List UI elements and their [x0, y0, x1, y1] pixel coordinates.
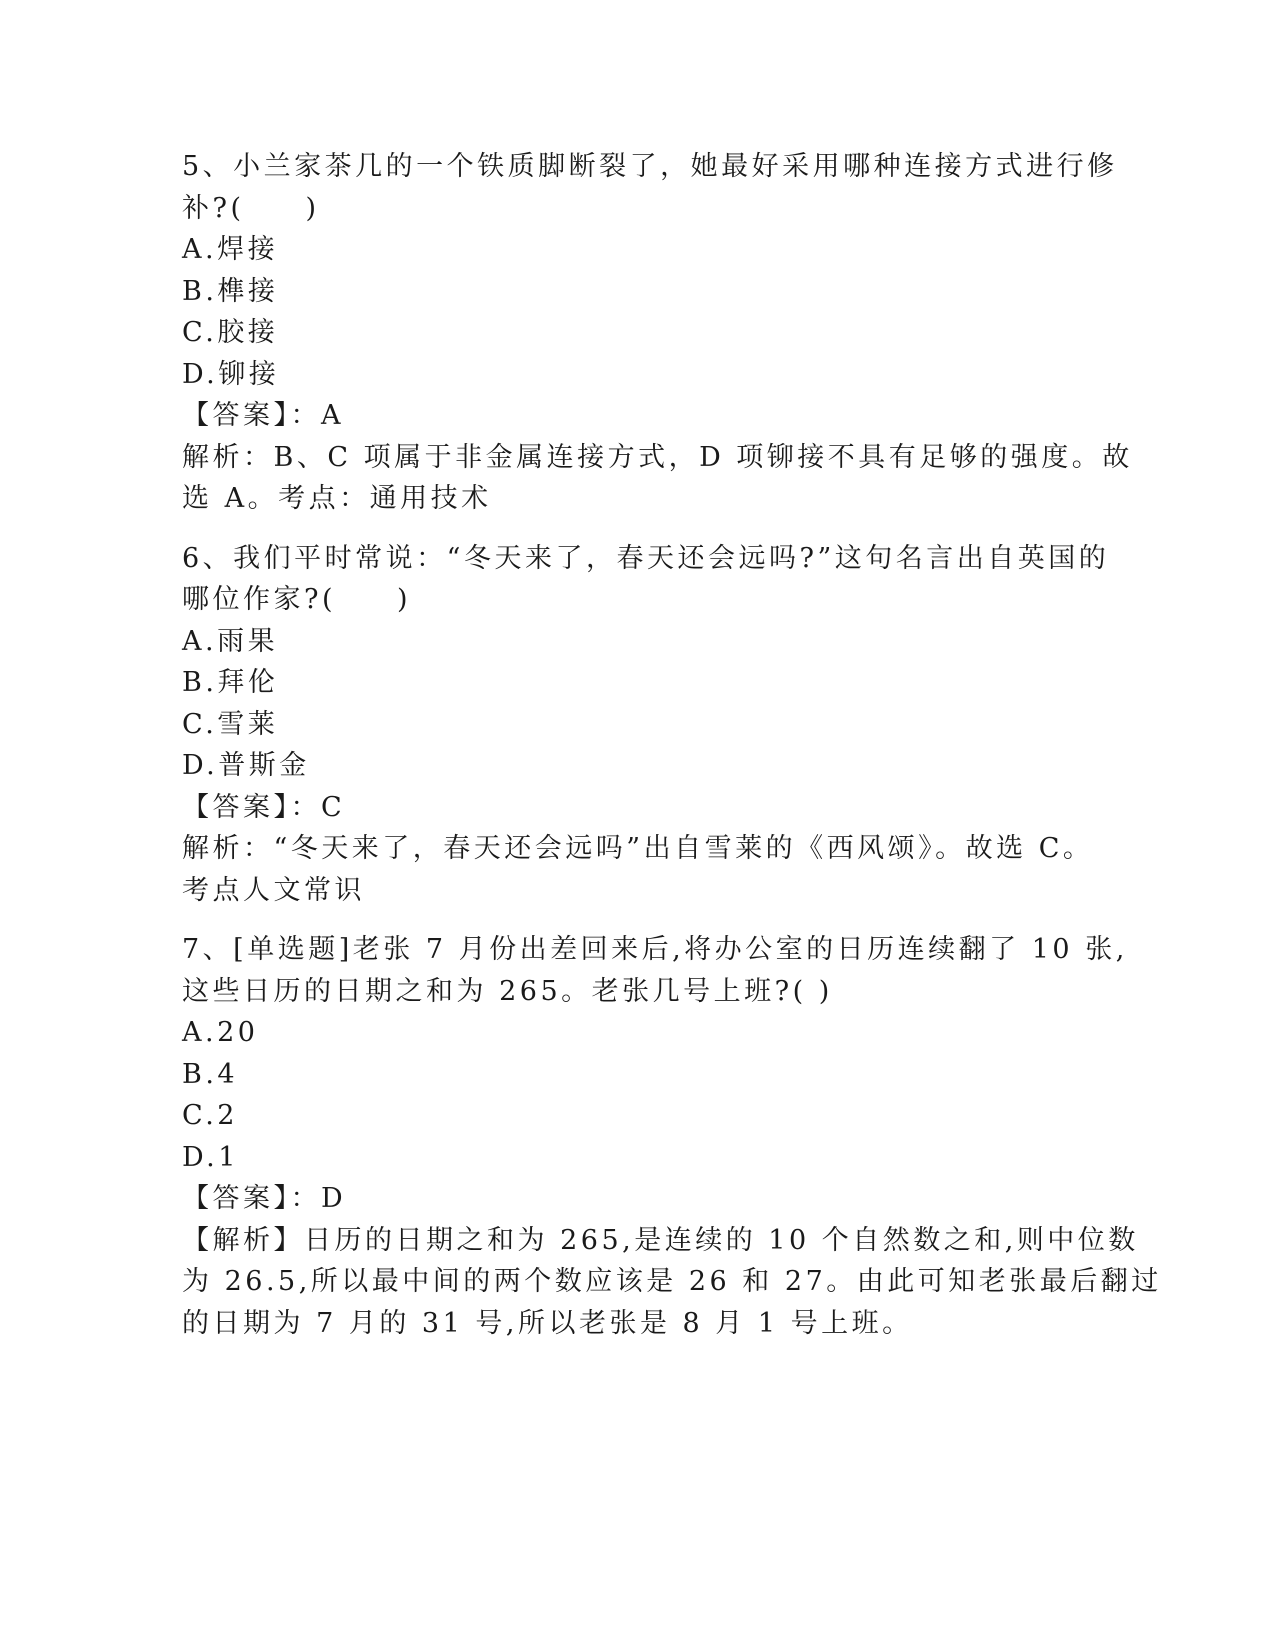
question-block: [182, 538, 1110, 912]
option-c: C.2: [182, 1100, 238, 1131]
question-block: [182, 146, 1133, 520]
question-stem-line: 补?( ): [182, 192, 320, 224]
question-stem-line: 这些日历的日期之和为 265。老张几号上班?( ): [182, 975, 833, 1007]
option-b: B.榫接: [182, 275, 279, 307]
explanation-line: 【解析】日历的日期之和为 265,是连续的 10 个自然数之和,则中位数: [182, 1224, 1139, 1256]
answer-line: 【答案】：D: [182, 1183, 347, 1214]
answer-line: 【答案】：A: [182, 400, 344, 431]
answer-line: 【答案】：C: [182, 791, 346, 823]
explanation-line: 选 A。考点：通用技术: [182, 483, 492, 514]
question-stem-line: 7、[单选题]老张 7 月份出差回来后,将办公室的日历连续翻了 10 张,: [182, 934, 1128, 965]
option-c: C.胶接: [182, 317, 279, 348]
option-d: D.普斯金: [182, 750, 310, 781]
question-stem-line: 6、我们平时常说：“冬天来了，春天还会远吗?”这句名言出自英国的: [182, 542, 1110, 574]
question-stem-line: 5、小兰家茶几的一个铁质脚断裂了，她最好采用哪种连接方式进行修: [182, 151, 1118, 182]
explanation-line: 解析：“冬天来了，春天还会远吗”出自雪莱的《西风颂》。故选 C。: [182, 833, 1094, 864]
explanation-line: 的日期为 7 月的 31 号,所以老张是 8 月 1 号上班。: [182, 1307, 913, 1339]
option-d: D.铆接: [182, 358, 280, 390]
option-d: D.1: [182, 1141, 239, 1173]
explanation-line: 考点人文常识: [182, 874, 365, 906]
explanation-line: 为 26.5,所以最中间的两个数应该是 26 和 27。由此可知老张最后翻过: [182, 1266, 1162, 1297]
option-a: A.20: [182, 1017, 259, 1048]
document-page: [182, 146, 1162, 1362]
option-a: A.雨果: [182, 625, 279, 657]
option-c: C.雪莱: [182, 708, 279, 740]
option-b: B.拜伦: [182, 667, 279, 698]
explanation-line: 解析：B、C 项属于非金属连接方式，D 项铆接不具有足够的强度。故: [182, 441, 1133, 473]
option-b: B.4: [182, 1058, 239, 1090]
question-block: [182, 929, 1162, 1344]
option-a: A.焊接: [182, 234, 279, 265]
question-stem-line: 哪位作家?( ): [182, 584, 412, 615]
